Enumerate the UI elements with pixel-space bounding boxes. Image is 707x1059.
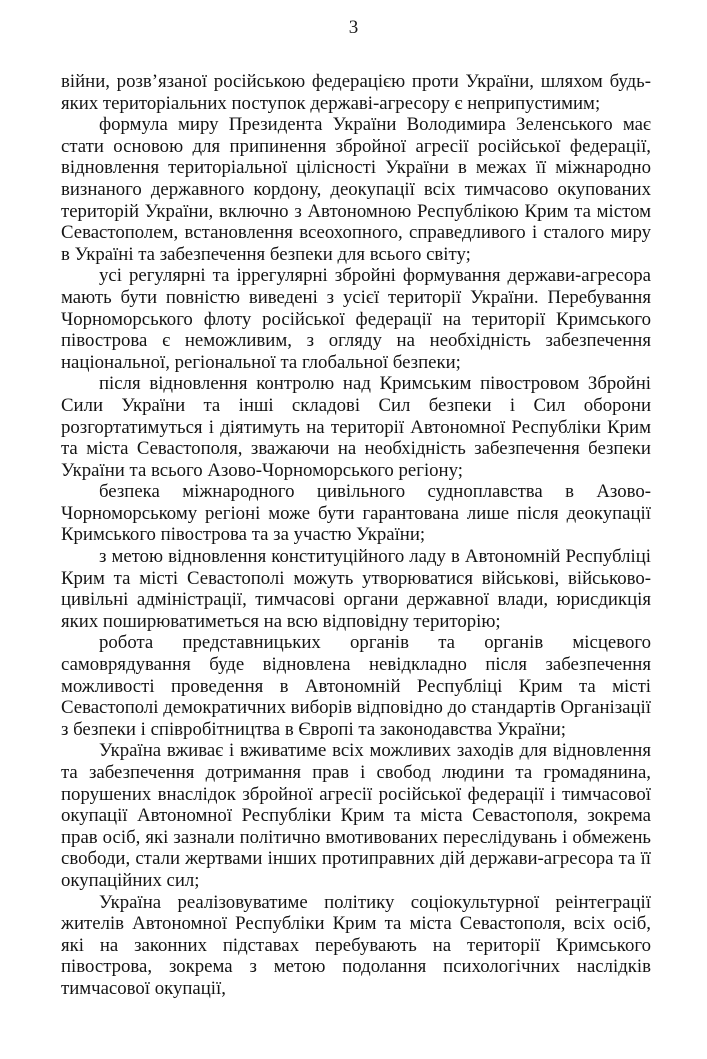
paragraph: безпека міжнародного цивільного судноплавства в Азово-Чорноморському регіоні може бути гарантована лише після деокупації Кримського півострова та за участю України; bbox=[61, 481, 651, 546]
paragraph: усі регулярні та іррегулярні збройні формування держави-агресора мають бути повністю виведені з усієї території України. Перебування Чорноморського флоту російської федерації на території Кримського півострова є неможливим, з огляду на необхідність забезпечення національної, регіональної та глобальної безпеки; bbox=[61, 265, 651, 373]
paragraph: формула миру Президента України Володимира Зеленського має стати основою для припинення збройної агресії російської федерації, відновлення територіальної цілісності України в межах її міжнародно визнаного державного кордону, деокупації всіх тимчасово окупованих територій України, включно з Автономною Республікою Крим та містом Севастополем, встановлення всеохопного, справедливого і сталого миру в Україні та забезпечення безпеки для всього світу; bbox=[61, 114, 651, 265]
document-body bbox=[61, 71, 651, 1000]
paragraph: Україна вживає і вживатиме всіх можливих заходів для відновлення та забезпечення дотримання прав і свобод людини та громадянина, порушених внаслідок збройної агресії російської федерації і тимчасової окупації Автономної Республіки Крим та міста Севастополя, зокрема прав осіб, які зазнали політично вмотивованих переслідувань і обмежень свободи, стали жертвами інших протиправних дій держави-агресора та її окупаційних сил; bbox=[61, 740, 651, 891]
paragraph: після відновлення контролю над Кримським півостровом Збройні Сили України та інші складові Сил безпеки і Сил оборони розгортатимуться і діятимуть на території Автономної Республіки Крим та міста Севастополя, зважаючи на необхідність забезпечення безпеки України та всього Азово-Чорноморського регіону; bbox=[61, 373, 651, 481]
paragraph: війни, розв’язаної російською федерацією проти України, шляхом будь-яких територіальних поступок державі-агресору є неприпустимим; bbox=[61, 71, 651, 114]
paragraph: Україна реалізовуватиме політику соціокультурної реінтеграції жителів Автономної Республіки Крим та міста Севастополя, всіх осіб, які на законних підставах перебувають на території Кримського півострова, зокрема з метою подолання психологічних наслідків тимчасової окупації, bbox=[61, 891, 651, 999]
page-number: 3 bbox=[348, 17, 359, 38]
paragraph: робота представницьких органів та органів місцевого самоврядування буде відновлена невідкладно після забезпечення можливості проведення в Автономній Республіці Крим та місті Севастополі демократичних виборів відповідно до стандартів Організації з безпеки і співробітництва в Європі та законодавства України; bbox=[61, 632, 651, 740]
paragraph: з метою відновлення конституційного ладу в Автономній Республіці Крим та місті Севастополі можуть утворюватися військові, військово-цивільні адміністрації, тимчасові органи державної влади, юрисдикція яких поширюватиметься на всю відповідну територію; bbox=[61, 546, 651, 632]
